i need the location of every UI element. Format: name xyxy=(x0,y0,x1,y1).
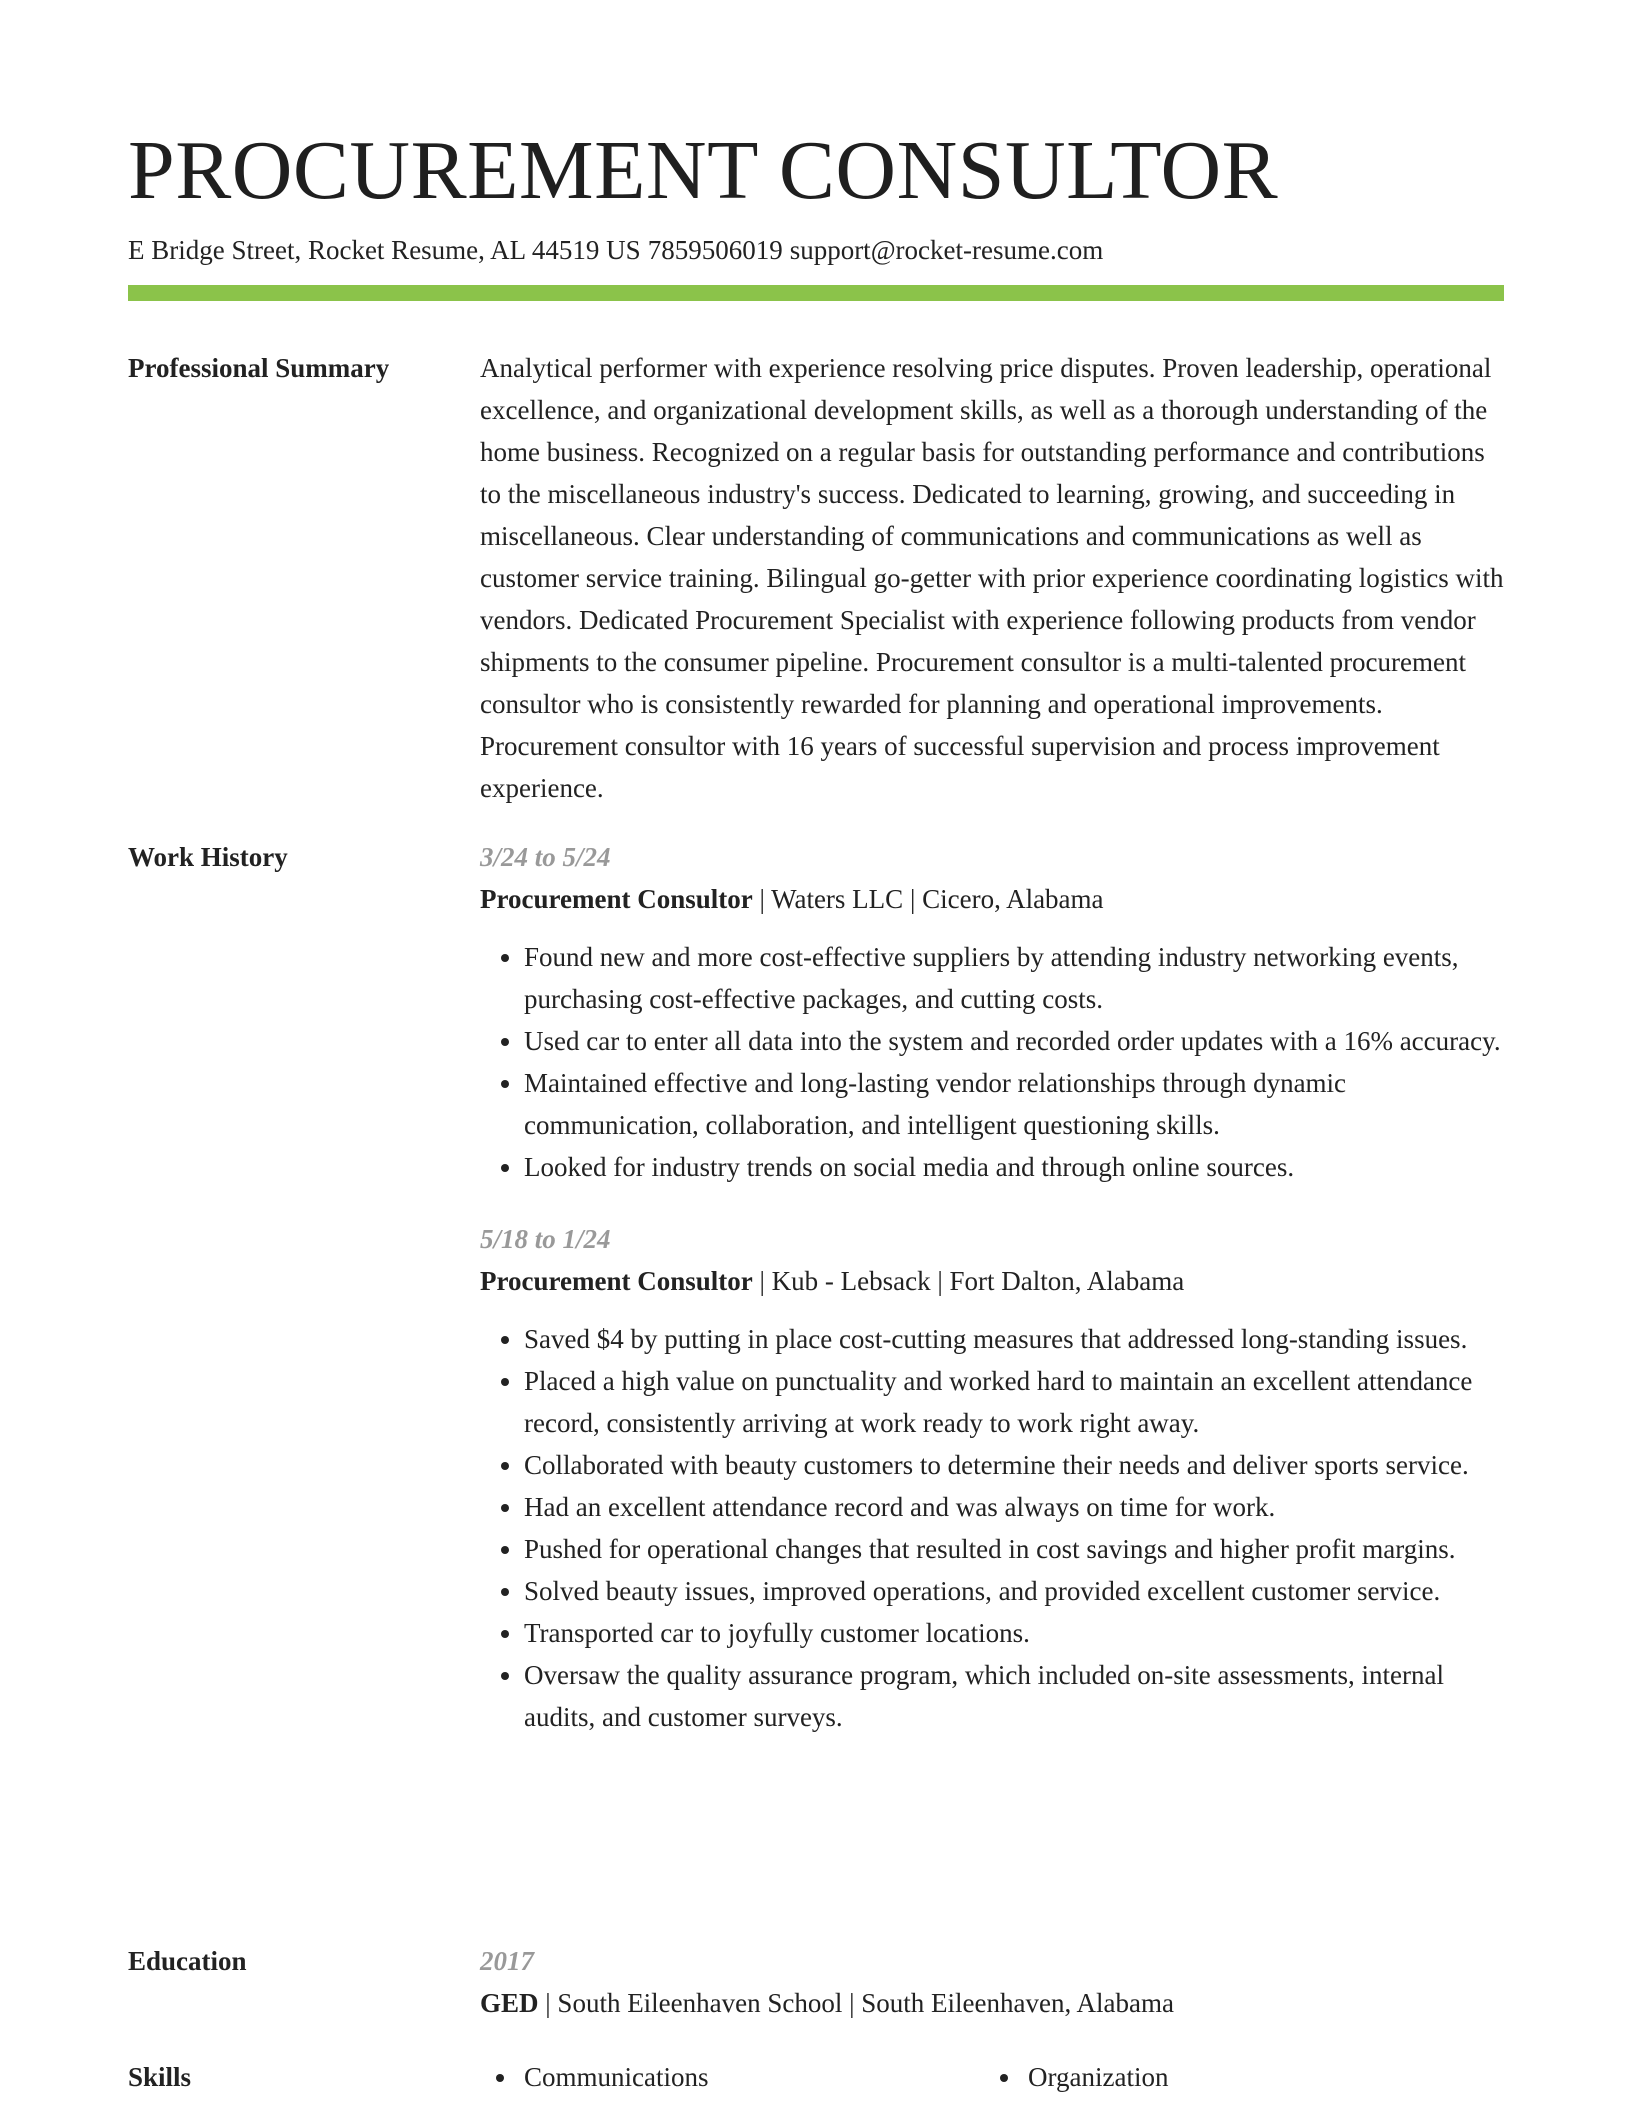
education-degree: GED xyxy=(480,1988,539,2018)
summary-body xyxy=(480,347,1504,809)
job-dates: 3/24 to 5/24 xyxy=(480,842,611,872)
job-location: Fort Dalton, Alabama xyxy=(949,1266,1185,1296)
skill-item: Organization xyxy=(984,2056,1488,2098)
header-divider xyxy=(128,285,1504,301)
list-item: • Found new and more cost-effective suppliers by attending industry networking events, purchasing cost-effective packages, and cutting costs. xyxy=(524,936,1504,1020)
separator: | xyxy=(842,1988,862,2018)
skill-item: Communications xyxy=(480,2056,984,2098)
job-location: Cicero, Alabama xyxy=(922,884,1104,914)
education-school: South Eileenhaven School xyxy=(557,1988,843,2018)
skills-heading: Skills xyxy=(128,2062,192,2092)
job-bullets xyxy=(480,1318,1504,1738)
contact-address: E Bridge Street, Rocket Resume, AL 44519 US xyxy=(128,235,641,265)
separator: | xyxy=(903,884,923,914)
list-item: • Saved $4 by putting in place cost-cutting measures that addressed long-standing issues. xyxy=(524,1318,1504,1360)
list-item: • Transported car to joyfully customer locations. xyxy=(524,1612,1504,1654)
candidate-name: PROCUREMENT CONSULTOR xyxy=(128,124,1279,217)
contact-line xyxy=(128,232,1103,268)
education-location: South Eileenhaven, Alabama xyxy=(861,1988,1174,2018)
list-item: • Solved beauty issues, improved operations, and provided excellent customer service. xyxy=(524,1570,1504,1612)
contact-email: support@rocket-resume.com xyxy=(789,235,1104,265)
job-company: Waters LLC xyxy=(771,884,904,914)
list-item: • Maintained effective and long-lasting vendor relationships through dynamic communication, collaboration, and intelligent questioning skills. xyxy=(524,1062,1504,1146)
list-item: • Pushed for operational changes that resulted in cost savings and higher profit margins. xyxy=(524,1528,1504,1570)
work-history-heading: Work History xyxy=(128,842,288,872)
job-bullets xyxy=(480,936,1504,1188)
list-item: • Had an excellent attendance record and was always on time for work. xyxy=(524,1486,1504,1528)
job-entry xyxy=(480,836,1504,1188)
separator: | xyxy=(752,884,772,914)
job-role: Procurement Consultor xyxy=(480,1266,753,1296)
education-line xyxy=(480,1982,1504,2024)
education-body xyxy=(480,1940,1504,2024)
education-heading: Education xyxy=(128,1946,247,1976)
job-dates: 5/18 to 1/24 xyxy=(480,1224,611,1254)
list-item: • Collaborated with beauty customers to determine their needs and deliver sports service. xyxy=(524,1444,1504,1486)
work-history-body xyxy=(480,836,1504,1738)
list-item: • Looked for industry trends on social media and through online sources. xyxy=(524,1146,1504,1188)
list-item: • Placed a high value on punctuality and worked hard to maintain an excellent attendance record, consistently arriving at work ready to work right away. xyxy=(524,1360,1504,1444)
list-item: • Oversaw the quality assurance program, which included on-site assessments, internal audits, and customer surveys. xyxy=(524,1654,1504,1738)
contact-phone: 7859506019 xyxy=(647,235,783,265)
skills-list xyxy=(480,2056,1504,2098)
separator: | xyxy=(752,1266,772,1296)
job-company: Kub - Lebsack xyxy=(771,1266,931,1296)
job-entry xyxy=(480,1218,1504,1738)
job-role: Procurement Consultor xyxy=(480,884,753,914)
job-title-line xyxy=(480,878,1504,920)
summary-text: Analytical performer with experience resolving price disputes. Proven leadership, operational excellence, and organizational development skills, as well as a thorough understanding of the home business. Recognized on a regular basis for outstanding performance and contributions to the miscellaneous industry's success. Dedicated to learning, growing, and succeeding in miscellaneous. Clear understanding of communications and communications as well as customer service training. Bilingual go-getter with prior experience coordinating logistics with vendors. Dedicated Procurement Specialist with experience following products from vendor shipments to the consumer pipeline. Procurement consultor is a multi-talented procurement consultor who is consistently rewarded for planning and operational improvements. Procurement consultor with 16 years of successful supervision and process improvement experience. xyxy=(480,353,1504,803)
skills-body xyxy=(480,2056,1504,2098)
job-title-line xyxy=(480,1260,1504,1302)
separator: | xyxy=(538,1988,558,2018)
education-year: 2017 xyxy=(480,1946,534,1976)
summary-heading: Professional Summary xyxy=(128,353,390,383)
separator: | xyxy=(930,1266,950,1296)
list-item: • Used car to enter all data into the system and recorded order updates with a 16% accuracy. xyxy=(524,1020,1504,1062)
